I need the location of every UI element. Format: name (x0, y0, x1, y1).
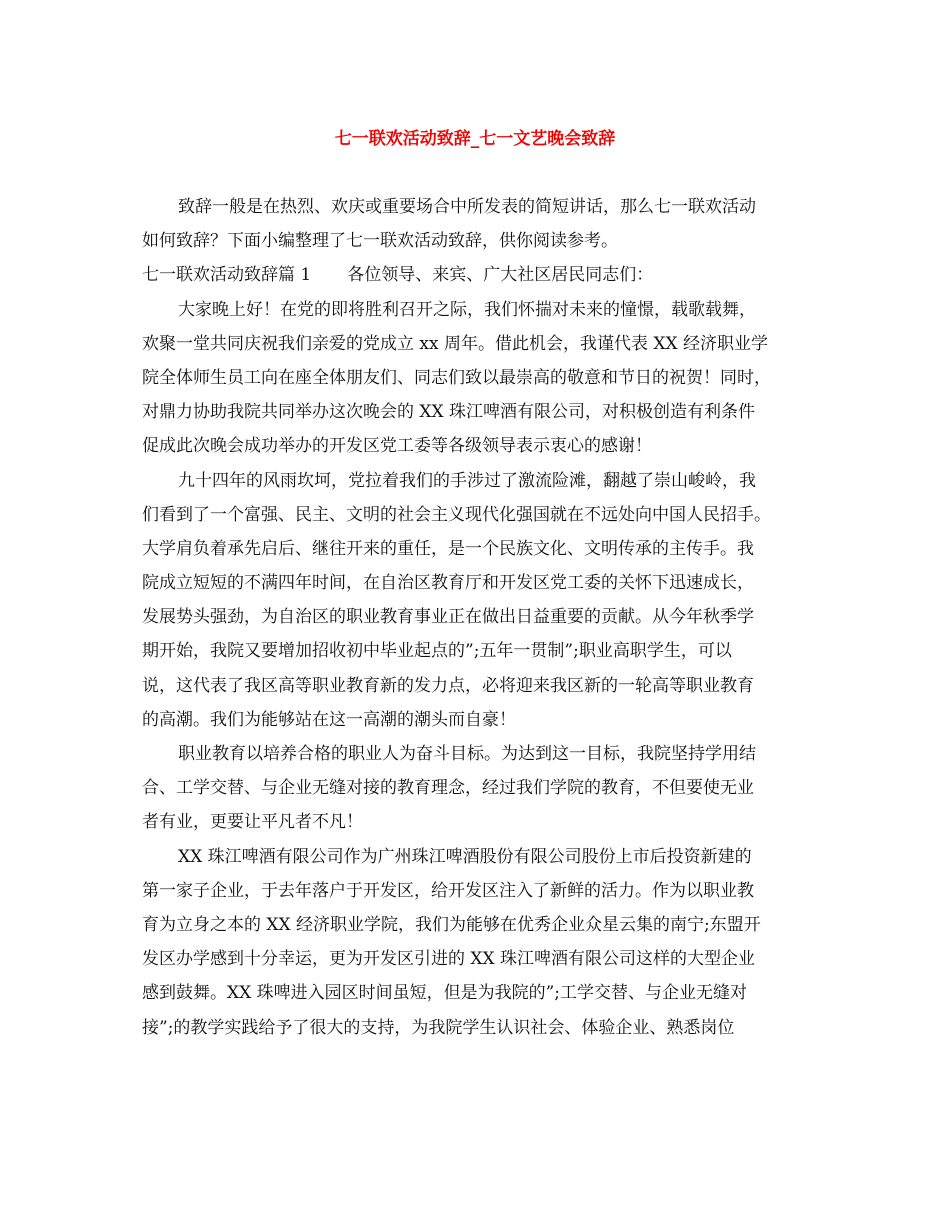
paragraph-4-line-5: 发展势头强劲，为自治区的职业教育事业正在做出日益重要的贡献。从今年秋季学 (142, 607, 754, 628)
paragraph-4-line-4: 院成立短短的不满四年时间，在自治区教育厅和开发区党工委的关怀下迅速成长， (142, 573, 754, 594)
paragraph-6-line-3: 育为立身之本的 XX 经济职业学院，我们为能够在优秀企业众星云集的南宁;东盟开 (142, 914, 761, 935)
paragraph-4-line-7: 说，这代表了我区高等职业教育新的发力点，必将迎来我区新的一轮高等职业教育 (142, 675, 754, 696)
paragraph-5-line-2: 合、工学交替、与企业无缝对接的教育理念，经过我们学院的教育，不但要使无业 (142, 778, 754, 799)
paragraph-5-line-3: 者有业，更要让平凡者不凡！ (142, 812, 363, 833)
paragraph-3-line-3: 院全体师生员工向在座全体朋友们、同志们致以最崇高的敬意和节日的祝贺！同时， (142, 367, 771, 388)
speech-salutation: 各位领导、来宾、广大社区居民同志们： (347, 265, 654, 286)
paragraph-4-line-1: 九十四年的风雨坎坷，党拉着我们的手涉过了激流险滩，翻越了崇山峻岭，我 (178, 470, 756, 491)
paragraph-3-line-5: 促成此次晚会成功举办的开发区党工委等各级领导表示衷心的感谢！ (142, 436, 652, 457)
paragraph-1-line-1: 致辞一般是在热烈、欢庆或重要场合中所发表的简短讲话，那么七一联欢活动 (178, 197, 756, 217)
paragraph-4-line-2: 们看到了一个富强、民主、文明的社会主义现代化强国就在不远处向中国人民招手。 (142, 504, 771, 525)
paragraph-6-line-6: 接”;的教学实践给予了很大的支持，为我院学生认识社会、体验企业、熟悉岗位 (142, 1017, 735, 1038)
paragraph-1-line-2: 如何致辞？下面小编整理了七一联欢活动致辞，供你阅读参考。 (142, 231, 618, 252)
paragraph-5-line-1: 职业教育以培养合格的职业人为奋斗目标。为达到这一目标，我院坚持学用结 (178, 744, 756, 764)
paragraph-3-line-4: 对鼎力协助我院共同举办这次晚会的 XX 珠江啤酒有限公司，对积极创造有利条件 (142, 402, 756, 423)
paragraph-4-line-6: 期开始，我院又要增加招收初中毕业起点的”;五年一贯制”;职业高职学生，可以 (142, 641, 732, 662)
paragraph-4-line-8: 的高潮。我们为能够站在这一高潮的潮头而自豪！ (142, 709, 516, 730)
paragraph-3-line-2: 欢聚一堂共同庆祝我们亲爱的党成立 xx 周年。借此机会，我谨代表 XX 经济职业学 (142, 333, 768, 354)
document-title: 七一联欢活动致辞_七一文艺晚会致辞 (334, 129, 616, 149)
paragraph-4-line-3: 大学肩负着承先启后、继往开来的重任，是一个民族文化、文明传承的主传手。我 (142, 538, 754, 559)
speech-heading-line (142, 258, 822, 292)
speech-heading: 七一联欢活动致辞篇 1 (142, 265, 312, 286)
document-body (142, 190, 822, 1045)
paragraph-6-line-4: 发区办学感到十分幸运，更为开发区引进的 XX 珠江啤酒有限公司这样的大型企业 (142, 949, 756, 970)
paragraph-3-line-1: 大家晚上好！在党的即将胜利召开之际，我们怀揣对未来的憧憬，载歌载舞， (178, 299, 756, 320)
paragraph-6-line-2: 第一家子企业，于去年落户于开发区，给开发区注入了新鲜的活力。作为以职业教 (142, 880, 754, 901)
paragraph-6-line-1: XX 珠江啤酒有限公司作为广州珠江啤酒股份有限公司股份上市后投资新建的 (178, 846, 752, 867)
paragraph-6-line-5: 感到鼓舞。XX 珠啤进入园区时间虽短，但是为我院的”;工学交替、与企业无缝对 (142, 983, 748, 1004)
